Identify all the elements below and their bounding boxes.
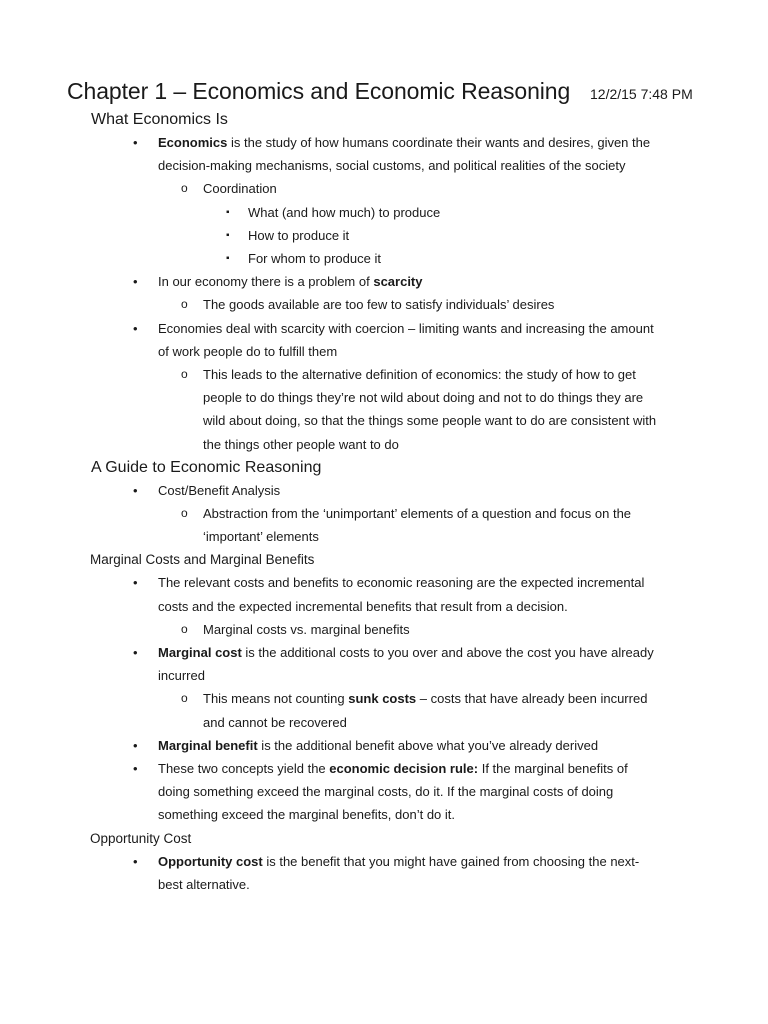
notes-content [0, 108, 768, 896]
list-item-text [203, 687, 668, 733]
list-item-text [158, 270, 658, 293]
section-what-economics-is [0, 108, 768, 456]
bold-term: Marginal cost [158, 645, 242, 661]
list-item-text: Economies deal with scarcity with coercion – limiting wants and increasing the amount of work people do to fulfill them [158, 320, 654, 359]
circle-bullet-icon: o [181, 367, 188, 382]
page-header [67, 78, 707, 110]
section-heading: What Economics Is [91, 111, 228, 128]
list-item [0, 734, 658, 757]
item-text: is the additional costs to you over and above the cost you have already incurred [158, 645, 654, 684]
item-text: is the additional benefit above what you’ve already derived [257, 737, 599, 753]
page-title: Chapter 1 – Economics and Economic Reasoning [67, 78, 571, 104]
bold-term: Opportunity cost [158, 853, 263, 869]
item-text: This means not counting [203, 691, 349, 707]
list-item-text [158, 757, 658, 827]
item-text: – costs that have already been incurred and cannot be recovered [203, 691, 648, 730]
list-item [0, 850, 658, 896]
circle-bullet-icon: o [181, 621, 188, 636]
list-item-text: How to produce it [248, 227, 350, 243]
list-item-text [158, 850, 658, 896]
list-item [0, 687, 668, 733]
list-item-text: Cost/Benefit Analysis [158, 482, 281, 498]
bullet-icon: • [133, 274, 138, 290]
list-item-text [158, 641, 658, 687]
list-item-text: For whom to produce it [248, 251, 381, 267]
list-item [0, 363, 668, 456]
section-marginal-costs-benefits [0, 548, 768, 826]
list-item [0, 224, 668, 247]
list-item [0, 571, 658, 617]
bold-term: Economics [158, 135, 228, 150]
subsection-heading: Marginal Costs and Marginal Benefits [90, 552, 315, 568]
item-text: is the benefit that you might have gained from choosing the next-best alternative. [158, 853, 640, 892]
list-item-text: Marginal costs vs. marginal benefits [203, 621, 410, 637]
bullet-icon: • [133, 320, 138, 336]
list-item [0, 201, 668, 224]
item-text: These two concepts yield the [158, 761, 330, 777]
subsection-heading: Opportunity Cost [90, 830, 192, 846]
bold-term: sunk costs [348, 691, 417, 707]
item-text: If the marginal benefits of doing something exceed the marginal costs, do it. If the marginal costs of doing something exceed the marginal benefits, don’t do it. [158, 761, 628, 823]
circle-bullet-icon: o [181, 297, 188, 312]
section-heading: A Guide to Economic Reasoning [91, 458, 322, 476]
list-item-text: The goods available are too few to satisfy individuals’ desires [203, 297, 555, 313]
square-bullet-icon: ▪ [226, 253, 230, 265]
list-item-text: What (and how much) to produce [248, 204, 441, 220]
list-item [0, 502, 668, 548]
list-item-text: Coordination [203, 181, 277, 197]
list-item-text [158, 734, 658, 757]
list-item [0, 177, 668, 200]
list-item [0, 131, 658, 177]
list-item [0, 293, 668, 316]
bold-term: scarcity [373, 274, 423, 290]
square-bullet-icon: ▪ [226, 229, 230, 241]
item-text: is the study of how humans coordinate their wants and desires, given the decision-making mechanisms, social customs, and political realities of the society [158, 135, 651, 174]
square-bullet-icon: ▪ [226, 206, 230, 218]
list-item [0, 317, 658, 363]
bold-term: economic decision rule: [329, 761, 479, 777]
bullet-icon: • [133, 575, 138, 591]
bullet-icon: • [133, 645, 138, 661]
timestamp: 12/2/15 7:48 PM [590, 86, 693, 102]
bold-term: Marginal benefit [158, 737, 258, 753]
list-item-text [158, 131, 658, 177]
list-item-text: Abstraction from the ‘unimportant’ elements of a question and focus on the ‘important’ elements [203, 506, 632, 545]
list-item [0, 757, 658, 827]
item-text: In our economy there is a problem of [158, 274, 374, 290]
circle-bullet-icon: o [181, 691, 188, 706]
bullet-icon: • [133, 482, 138, 498]
bullet-icon: • [133, 737, 138, 753]
bullet-icon: • [133, 761, 138, 777]
section-guide-to-economic-reasoning [0, 456, 768, 549]
circle-bullet-icon: o [181, 181, 188, 196]
bullet-icon: • [133, 135, 138, 150]
list-item [0, 247, 668, 270]
list-item-text: The relevant costs and benefits to economic reasoning are the expected incremental costs and the expected incremental benefits that result from a decision. [158, 575, 645, 614]
list-item [0, 618, 668, 641]
list-item-text: This leads to the alternative definition of economics: the study of how to get people to do things they’re not wild about doing and not to do things they are wild about doing, so that the things some people want to do are consistent with the things other people want to do [203, 367, 657, 452]
section-opportunity-cost [0, 827, 768, 896]
list-item [0, 479, 658, 502]
circle-bullet-icon: o [181, 506, 188, 521]
list-item [0, 270, 658, 293]
bullet-icon: • [133, 853, 138, 869]
list-item [0, 641, 658, 687]
